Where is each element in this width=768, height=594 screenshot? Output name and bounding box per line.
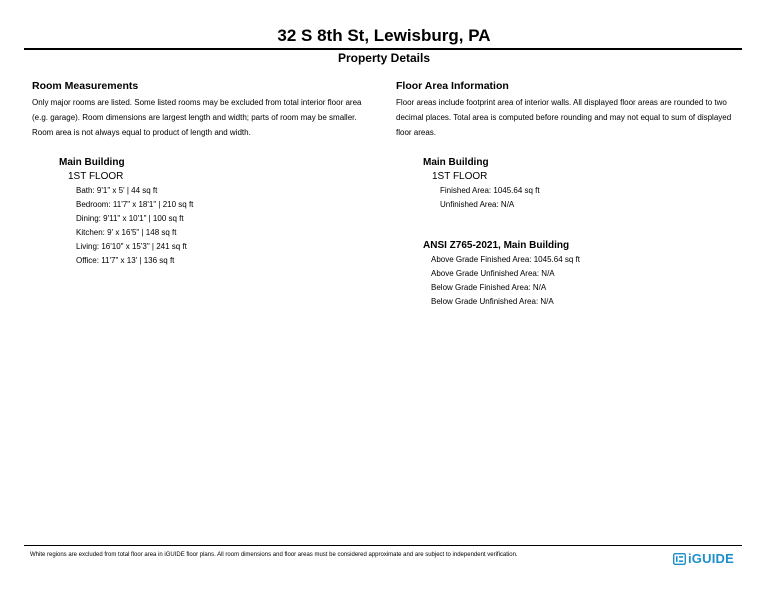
note-line: (e.g. garage). Room dimensions are largest length and width; parts of room may be smaller. [32,113,357,122]
footer-disclaimer: White regions are excluded from total floor area in iGUIDE floor plans. All room dimensions and floor areas must be considered approximate and are subject to independent verification. [30,552,518,558]
room-measurements-heading: Room Measurements [32,80,139,92]
building-name: Main Building [59,157,125,168]
area-item: Unfinished Area: N/A [440,200,515,209]
area-item: Finished Area: 1045.64 sq ft [440,186,540,195]
ansi-item: Below Grade Unfinished Area: N/A [431,297,554,306]
floor-area-heading: Floor Area Information [396,80,509,92]
ansi-item: Above Grade Finished Area: 1045.64 sq ft [431,255,580,264]
room-measurements-note [32,95,382,140]
note-line: Only major rooms are listed. Some listed rooms may be excluded from total interior floor area [32,98,362,107]
footer-divider [24,545,742,546]
note-line: Floor areas include footprint area of interior walls. All displayed floor areas are rounded to two [396,98,727,107]
ansi-item: Above Grade Unfinished Area: N/A [431,269,555,278]
iguide-logo [673,549,734,567]
room-item: Bedroom: 11'7" x 18'1" | 210 sq ft [76,200,194,209]
ansi-heading: ANSI Z765-2021, Main Building [423,240,570,251]
room-measurements-section [32,80,382,268]
room-item: Dining: 9'11" x 10'1" | 100 sq ft [76,214,184,223]
room-item: Living: 16'10" x 15'3" | 241 sq ft [76,242,187,251]
note-line: Room area is not always equal to product of length and width. [32,128,251,137]
floor-name: 1ST FLOOR [432,171,488,182]
floor-name: 1ST FLOOR [68,171,124,182]
building-name: Main Building [423,157,489,168]
floor-area-section [396,80,746,309]
room-item: Office: 11'7" x 13' | 136 sq ft [76,256,175,265]
iguide-logo-text: iGUIDE [688,550,734,566]
page-subtitle: Property Details [337,51,431,65]
page-title: 32 S 8th St, Lewisburg, PA [277,26,491,45]
room-item: Bath: 9'1" x 5' | 44 sq ft [76,186,158,195]
note-line: decimal places. Total area is computed before rounding and may not equal to sum of displayed [396,113,732,122]
header-divider [24,48,742,50]
floor-area-note [396,95,746,140]
note-line: floor areas. [396,128,437,137]
iguide-logo-icon [673,552,686,564]
room-item: Kitchen: 9' x 16'5" | 148 sq ft [76,228,177,237]
ansi-item: Below Grade Finished Area: N/A [431,283,547,292]
